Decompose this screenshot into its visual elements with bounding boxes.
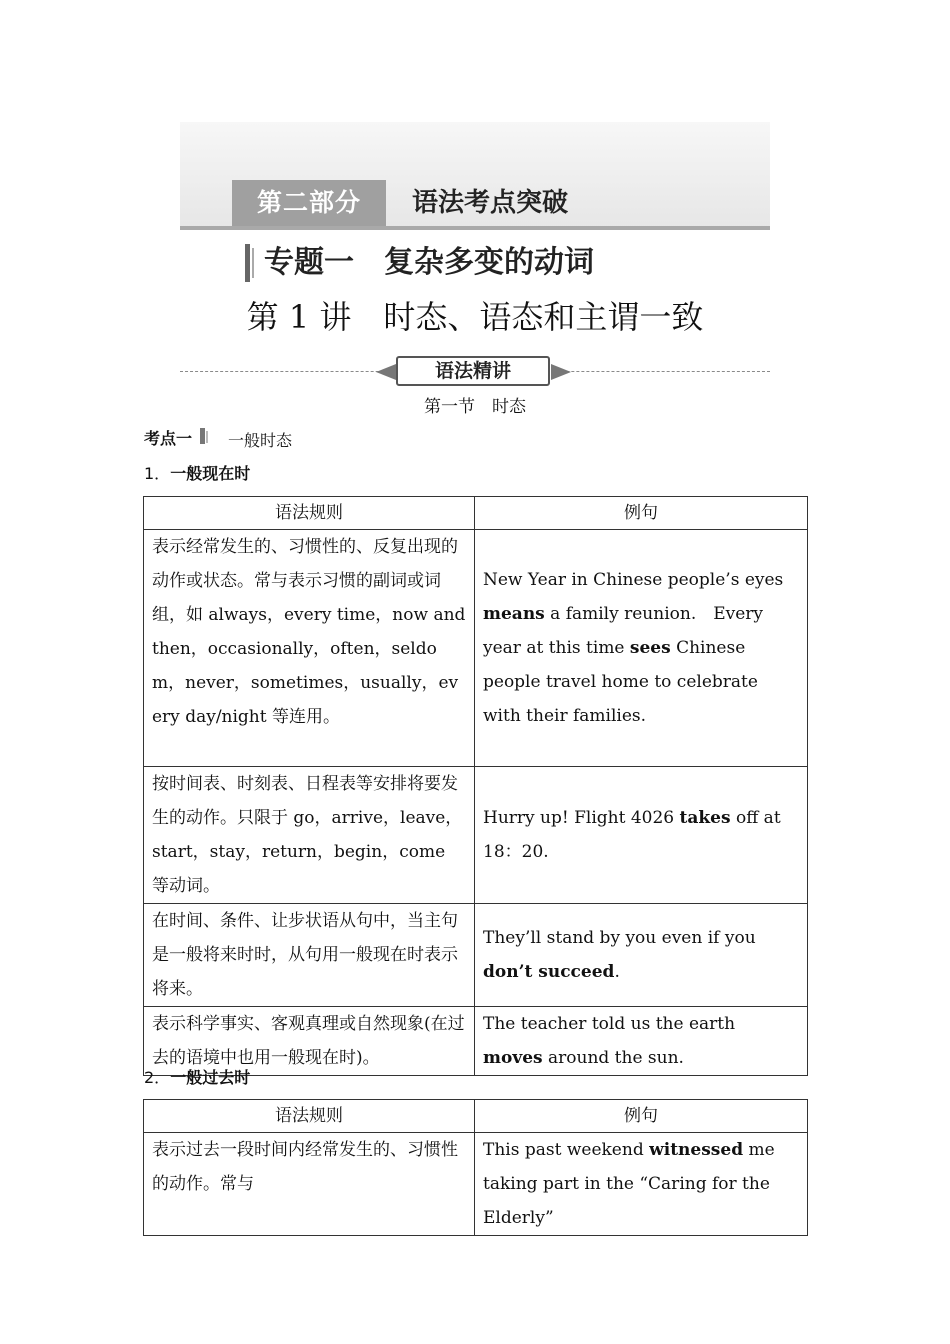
example-cell: This past weekend witnessed me taking part in the “Caring for the Elderly” [475, 1133, 808, 1236]
table-past-simple [143, 1099, 808, 1236]
keypoint-bar-icon [200, 428, 205, 444]
banner-rule [180, 226, 770, 230]
rule-cell: 在时间、条件、让步状语从句中，当主句是一般将来时时，从句用一般现在时表示将来。 [144, 904, 475, 1007]
subheading-1: 1．一般现在时 [144, 464, 251, 483]
header-rule: 语法规则 [144, 497, 475, 530]
keypoint-bar-icon-accent [206, 431, 208, 443]
header-example: 例句 [475, 1100, 808, 1133]
example-cell: They’ll stand by you even if you don’t succeed. [475, 904, 808, 1007]
rule-cell: 表示过去一段时间内经常发生的、习惯性的动作。常与 [144, 1133, 475, 1236]
subheading-2: 2．一般过去时 [144, 1068, 251, 1087]
table-row [144, 530, 808, 767]
part-label: 第二部分 [232, 180, 386, 226]
example-cell: The teacher told us the earth moves around the sun. [475, 1007, 808, 1076]
topic-bar-icon-accent [252, 248, 254, 278]
keypoint-name: 一般时态 [228, 431, 293, 450]
keypoint-label: 考点一 [144, 429, 193, 448]
example-cell: New Year in Chinese people’s eyes means a family reunion. Every year at this time sees Chinese people travel home to celebrate with their families. [475, 530, 808, 767]
header-example: 例句 [475, 497, 808, 530]
part-title: 语法考点突破 [412, 188, 569, 218]
table-row [144, 1133, 808, 1236]
rule-cell: 表示经常发生的、习惯性的、反复出现的动作或状态。常与表示习惯的副词或词组，如 always，every time，now and then，occasionally，often，seldom，never，sometimes，usually，every day/night 等连用。 [144, 530, 475, 767]
table-header-row [144, 1100, 808, 1133]
rule-cell: 按时间表、时刻表、日程表等安排将要发生的动作。只限于 go，arrive，leave，start，stay，return，begin，come 等动词。 [144, 767, 475, 904]
table-present-simple [143, 496, 808, 1076]
arrow-right-icon [551, 364, 571, 380]
topic-title: 专题一 复杂多变的动词 [264, 245, 594, 280]
rule-cell: 表示科学事实、客观真理或自然现象(在过去的语境中也用一般现在时)。 [144, 1007, 475, 1076]
table-row [144, 767, 808, 904]
arrow-left-icon [376, 364, 396, 380]
header-rule: 语法规则 [144, 1100, 475, 1133]
section-title: 第一节 时态 [424, 397, 526, 417]
lesson-title: 第 1 讲 时态、语态和主谓一致 [246, 298, 704, 336]
table-header-row [144, 497, 808, 530]
section-tab: 语法精讲 [396, 356, 550, 386]
example-cell: Hurry up! Flight 4026 takes off at 18：20. [475, 767, 808, 904]
table-row [144, 904, 808, 1007]
topic-bar-icon [245, 244, 250, 282]
